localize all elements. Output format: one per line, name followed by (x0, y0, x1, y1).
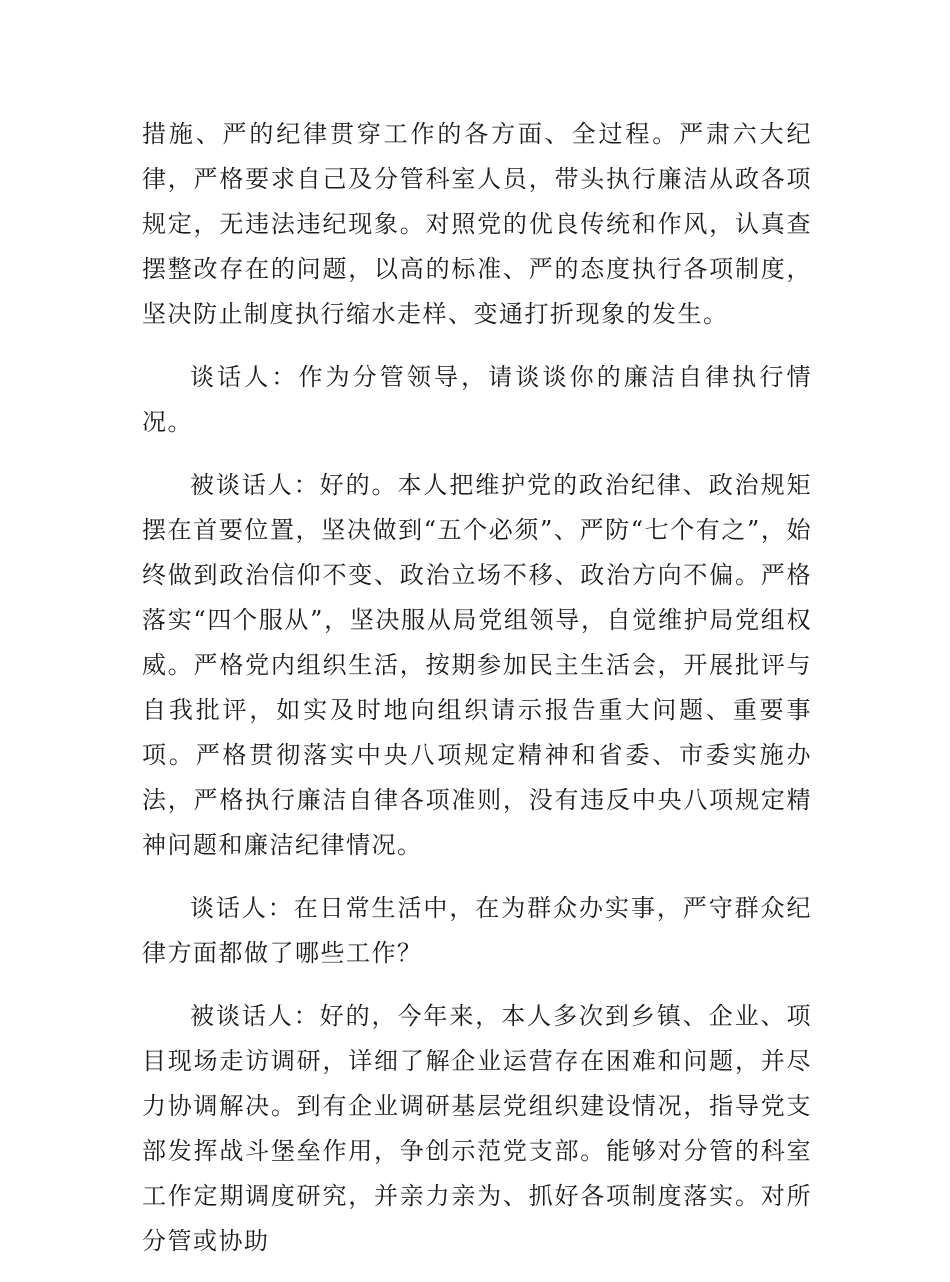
paragraph-answer-mass-discipline: 被谈话人：好的，今年来，本人多次到乡镇、企业、项目现场走访调研，详细了解企业运营存在困难和问题，并尽力协调解决。到有企业调研基层党组织建设情况，指导党支部发挥战斗堡垒作用，争创示范党支部。能够对分管的科室工作定期调度研究，并亲力亲为、抓好各项制度落实。对所分管或协助 (142, 1002, 812, 1255)
paragraph-continuation: 措施、严的纪律贯穿工作的各方面、全过程。严肃六大纪律，严格要求自己及分管科室人员，带头执行廉洁从政各项规定，无违法违纪现象。对照党的优良传统和作风，认真查摆整改存在的问题，以高的标准、严的态度执行各项制度，坚决防止制度执行缩水走样、变通打折现象的发生。 (142, 120, 812, 328)
paragraph-answer-integrity: 被谈话人：好的。本人把维护党的政治纪律、政治规矩摆在首要位置，坚决做到“五个必须”、严防“七个有之”，始终做到政治信仰不变、政治立场不移、政治方向不偏。严格落实“四个服从”，坚决服从局党组领导，自觉维护局党组权威。严格党内组织生活，按期参加民主生活会，开展批评与自我批评，如实及时地向组织请示报告重大问题、重要事项。严格贯彻落实中央八项规定精神和省委、市委实施办法，严格执行廉洁自律各项准则，没有违反中央八项规定精神问题和廉洁纪律情况。 (142, 471, 812, 859)
paragraph-question-integrity: 谈话人：作为分管领导，请谈谈你的廉洁自律执行情况。 (142, 363, 812, 436)
document-body (142, 112, 812, 1282)
paragraph-question-mass-discipline: 谈话人：在日常生活中，在为群众办实事，严守群众纪律方面都做了哪些工作？ (142, 894, 812, 967)
